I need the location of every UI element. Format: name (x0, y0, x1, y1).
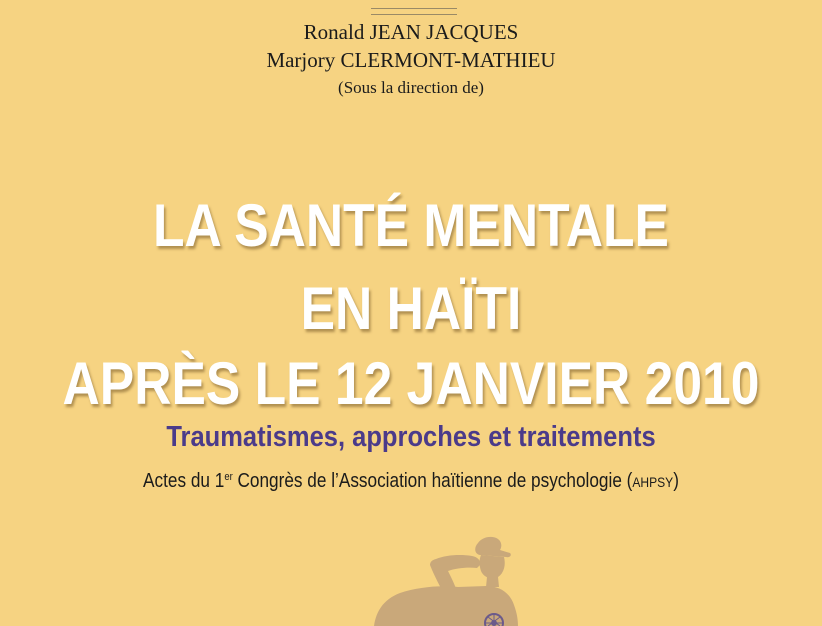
author-name-2: Marjory CLERMONT-MATHIEU (266, 48, 556, 72)
proceedings-suffix: ) (673, 470, 679, 492)
title-line-3: APRÈS LE 12 JANVIER 2010 (62, 350, 760, 417)
editorial-direction-note: (Sous la direction de) (338, 78, 484, 97)
proceedings-middle: Congrès de l’Association haïtienne de psychologie ( (232, 470, 633, 492)
title-line-1: LA SANTÉ MENTALE (153, 192, 669, 259)
proceedings-line (58, 465, 765, 494)
proceedings-prefix: Actes du 1 (143, 470, 225, 492)
author-name-1: Ronald JEAN JACQUES (303, 20, 519, 44)
title-line-2: EN HAÏTI (300, 275, 522, 342)
top-double-rule (371, 8, 457, 15)
proceedings-ordinal: er (224, 471, 233, 483)
subtitle: Traumatismes, approches et traitements (166, 421, 656, 453)
proceedings-acronym: AHPSY (632, 474, 674, 490)
saluting-figure-icon (360, 535, 540, 626)
